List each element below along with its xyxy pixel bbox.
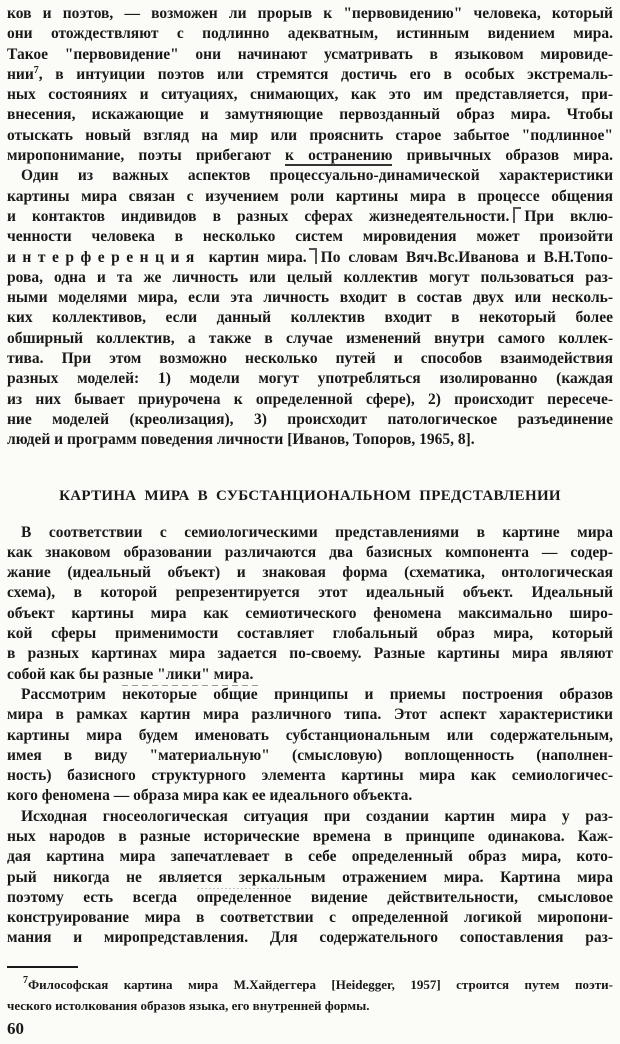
pencil-dotted-overline-word: определенное (196, 888, 292, 906)
text-line: рова, одна и та же личность или целый коллектив могут пользоваться раз- (7, 268, 613, 286)
text-line (7, 685, 613, 705)
text-line: разных моделей: 1) модели могут употребляться изолированно (каждая (7, 370, 613, 388)
footnote-marker: 7 (23, 974, 28, 986)
text-line: из них бывает приурочена к определенной сфере), 2) происходит пересече- (7, 390, 613, 408)
text-line: Один из важных аспектов процессуально-динамической характеристики (21, 167, 613, 185)
text-line: В соответствии с семиологическими представлениями в картине мира (21, 523, 613, 541)
text-line: отыскать новый взгляд на мир или прояснить старое забытое "подлинное" (7, 126, 613, 144)
footnote-ref-marker: 7 (33, 64, 39, 76)
text-line: схема), в которой репрезентируется этот идеальный объект. Идеальный (7, 584, 613, 602)
text-line: в разных картинах мира задается по-своему. Разные картины мира являют (7, 645, 613, 663)
paragraph-interference (7, 166, 613, 450)
text-line (7, 248, 613, 268)
text-line: жание (идеальный объект) и знаковая форма (схематика, онтологическая (7, 564, 613, 582)
text-segment: Философская картина мира М.Хайдеггера [Heidegger, 1957] строится путем поэти- (28, 976, 613, 992)
pencil-dashed-overline-words: некоторые общие (122, 685, 258, 703)
text-line: мания и миропредставления. Для содержательного сопоставления раз- (7, 929, 613, 947)
text-line: ченности человека в несколько систем мировидения может произойти (7, 228, 613, 246)
text-line: ными моделями мира, если эта личность входит в состав двух или несколь- (7, 289, 613, 307)
text-line: кого феномена — образа мира как ее идеального объекта. (7, 787, 413, 805)
text-line: объект картины мира как семиотического феномена максимально широ- (7, 604, 613, 622)
text-line: ких коллективов, если данный коллектив входит в некоторый более (7, 309, 613, 327)
text-line: ние моделей (креолизация), 3) происходит патологическое разъединение (7, 410, 613, 428)
text-line: конструирование мира в соответствии с определенной логикой миропони- (7, 909, 613, 927)
text-line: ных народов в разные исторические времена в принципе одинакова. Каж- (7, 827, 613, 845)
footnote-separator-rule (7, 966, 78, 968)
pencil-underlined-word: к остранению (285, 147, 393, 165)
text-line: ков и поэтов, — возможен ли прорыв к "первовидению" человека, который (7, 5, 613, 22)
paragraph-gnoseology (7, 807, 613, 949)
text-line: кой сферы применимости составляет глобальный образ мира, который (7, 625, 613, 643)
text-segment: , в интуиции поэтов или стремятся достичь его в особых экстремаль- (38, 65, 613, 83)
text-line: ных состояниях и ситуациях, снимающих, как это им представляется, при- (7, 86, 613, 104)
text-line: собой как бы разные "лики" мира. (7, 665, 254, 683)
text-line: имея в виду "материальную" (смысловую) воплощенность (наполнен- (7, 746, 613, 764)
text-line: как знаковом образовании различаются два базисных компонента — содер- (7, 543, 613, 561)
text-line: картины мира связан с изучением роли картины мира в процессе общения (7, 187, 613, 205)
text-segment: При вклю- (524, 207, 613, 225)
text-line: они отождествляют с подлинно адекватным, истинным видением мира. (7, 25, 613, 43)
text-line: дая картина мира запечатлевает в себе определенный образ мира, кото- (7, 848, 613, 866)
pencil-bracket-open-icon (513, 207, 521, 223)
footnote (7, 974, 613, 1016)
text-segment: Рассмотрим (21, 685, 123, 703)
paragraph-principles (7, 685, 613, 807)
paragraph-continuation (7, 4, 613, 166)
text-line: обширный коллектив, а также в случае изменений внутри самого коллек- (7, 329, 613, 347)
footnote-line (7, 974, 613, 995)
text-segment: видение действительности, смысловое (291, 888, 613, 906)
text-segment: нии (7, 65, 34, 83)
text-line: картины мира будем именовать субстанциональным или содержательным, (7, 726, 613, 744)
section-heading: КАРТИНА МИРА В СУБСТАНЦИОНАЛЬНОМ ПРЕДСТАВЛЕНИИ (59, 487, 561, 504)
text-segment: По словам Вяч.Вс.Иванова и В.Н.Топо- (320, 248, 613, 266)
text-segment: привычных образов мира. (392, 147, 613, 165)
text-line: рый никогда не является зеркальным отражением мира. Картина мира (7, 868, 613, 886)
text-segment: и контактов индивидов в разных сферах жизнедеятельности. (7, 207, 510, 225)
text-segment: поэтому есть всегда (7, 888, 197, 906)
text-line (7, 65, 613, 85)
text-segment: картин мира. (200, 248, 307, 266)
text-line (7, 888, 613, 908)
paragraph-semiotic (7, 523, 613, 685)
text-segment: миропонимание, поэты прибегают (7, 147, 286, 165)
footnote-line: ческого истолкования образов языка, его внутренней формы. (7, 997, 370, 1013)
emphasized-term: интерференция (7, 248, 201, 266)
text-segment: принципы и приемы построения образов (257, 685, 613, 703)
text-line: внесения, искажающие и замутняющие первозданный образ мира. Чтобы (7, 106, 613, 124)
pencil-bracket-close-icon (309, 248, 317, 264)
text-line: Исходная гносеологическая ситуация при создании картин мира у раз- (21, 807, 613, 825)
text-line: тива. При этом возможно несколько путей и способов взаимодействия (7, 350, 613, 368)
text-line: Такое "первовидение" они начинают усматривать в языковом мировиде- (7, 45, 613, 63)
text-line: ность) базисного структурного элемента картины мира как семиологичес- (7, 767, 613, 785)
text-line (7, 207, 613, 227)
text-line: людей и программ поведения личности [Иванов, Топоров, 1965, 8]. (7, 431, 475, 449)
text-line: мира в рамках картин мира различного типа. Этот аспект характеристики (7, 706, 613, 724)
page-number: 60 (7, 1018, 24, 1038)
text-line (7, 146, 613, 166)
